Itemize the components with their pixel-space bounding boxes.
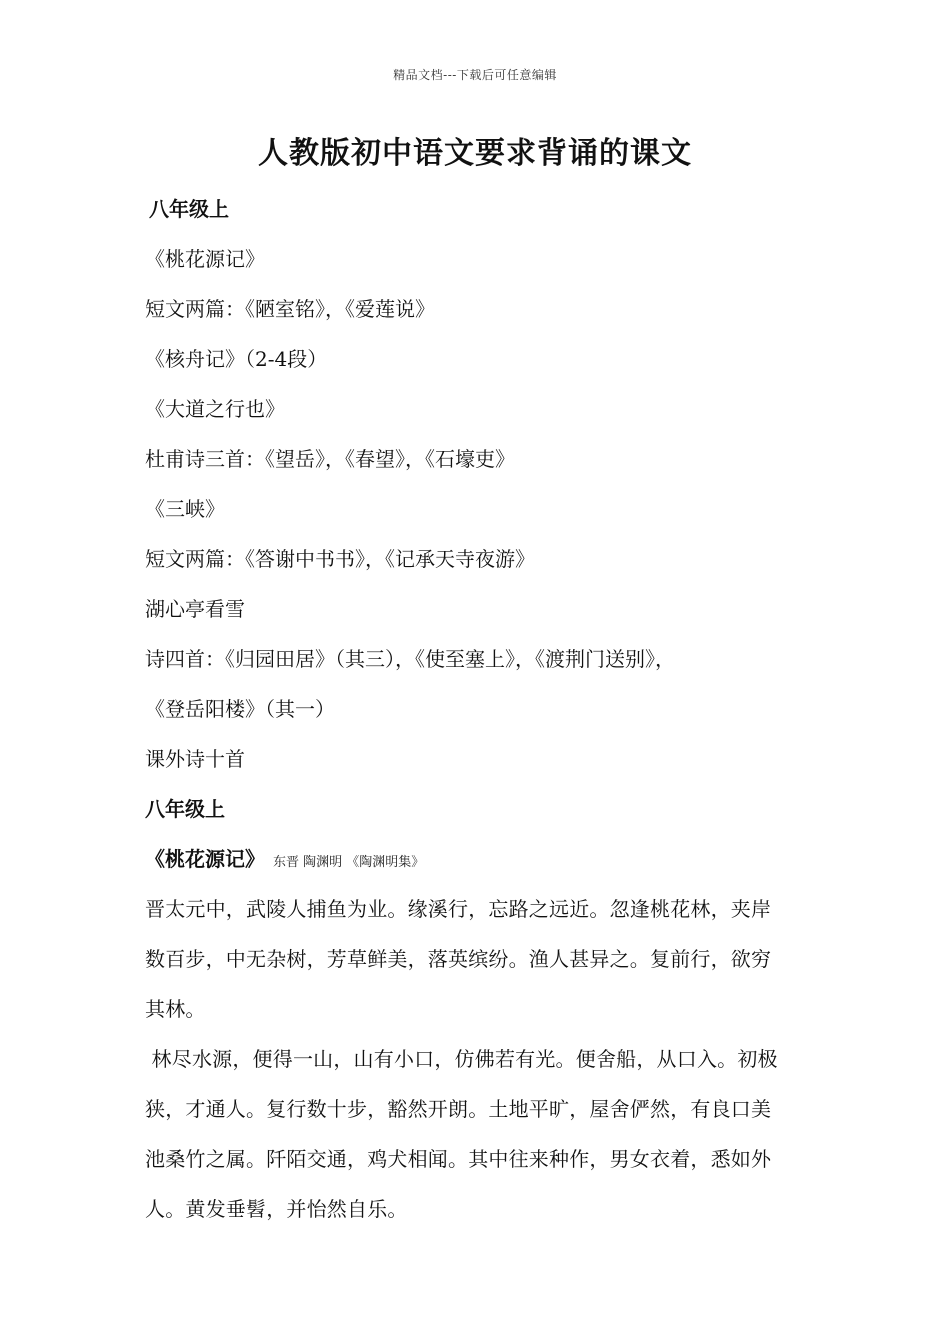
list-item: 杜甫诗三首：《望岳》，《春望》，《石壕吏》 — [145, 447, 515, 471]
list-item: 《三峡》 — [145, 497, 225, 521]
grade-heading: 八年级上 — [149, 197, 229, 221]
header-watermark: 精品文档---下载后可任意编辑 — [393, 68, 557, 82]
poem-title: 《桃花源记》 — [145, 847, 265, 871]
list-item: 短文两篇：《答谢中书书》，《记承天寺夜游》 — [145, 547, 535, 571]
paragraph-line: 晋太元中，武陵人捕鱼为业。缘溪行，忘路之远近。忽逢桃花林，夹岸 — [145, 897, 772, 921]
document-body — [145, 184, 805, 1234]
paragraph-line: 其林。 — [145, 997, 206, 1021]
list-item: 《大道之行也》 — [145, 397, 285, 421]
poem-source: 东晋 陶渊明 《陶渊明集》 — [273, 855, 425, 870]
list-item: 课外诗十首 — [145, 747, 245, 771]
paragraph-line: 池桑竹之属。阡陌交通，鸡犬相闻。其中往来种作，男女衣着，悉如外 — [145, 1147, 772, 1171]
list-item: 《登岳阳楼》（其一） — [145, 697, 335, 721]
page-title: 人教版初中语文要求背诵的课文 — [258, 136, 692, 171]
list-item: 短文两篇：《陋室铭》，《爱莲说》 — [145, 297, 435, 321]
list-item: 诗四首：《归园田居》（其三），《使至塞上》，《渡荆门送别》， — [145, 647, 675, 671]
list-item: 《桃花源记》 — [145, 247, 265, 271]
poem-title-line — [145, 834, 805, 884]
grade-heading: 八年级上 — [145, 797, 225, 821]
paragraph-line: 数百步，中无杂树，芳草鲜美，落英缤纷。渔人甚异之。复前行，欲穷 — [145, 947, 772, 971]
list-item: 《核舟记》（2-4段） — [145, 347, 328, 371]
list-item: 湖心亭看雪 — [145, 597, 245, 621]
paragraph-line: 狭，才通人。复行数十步，豁然开朗。土地平旷，屋舍俨然，有良口美 — [145, 1097, 772, 1121]
paragraph-line: 人。黄发垂髫，并怡然自乐。 — [145, 1197, 408, 1221]
paragraph-line: 林尽水源，便得一山，山有小口，仿佛若有光。便舍船，从口入。初极 — [145, 1047, 778, 1071]
